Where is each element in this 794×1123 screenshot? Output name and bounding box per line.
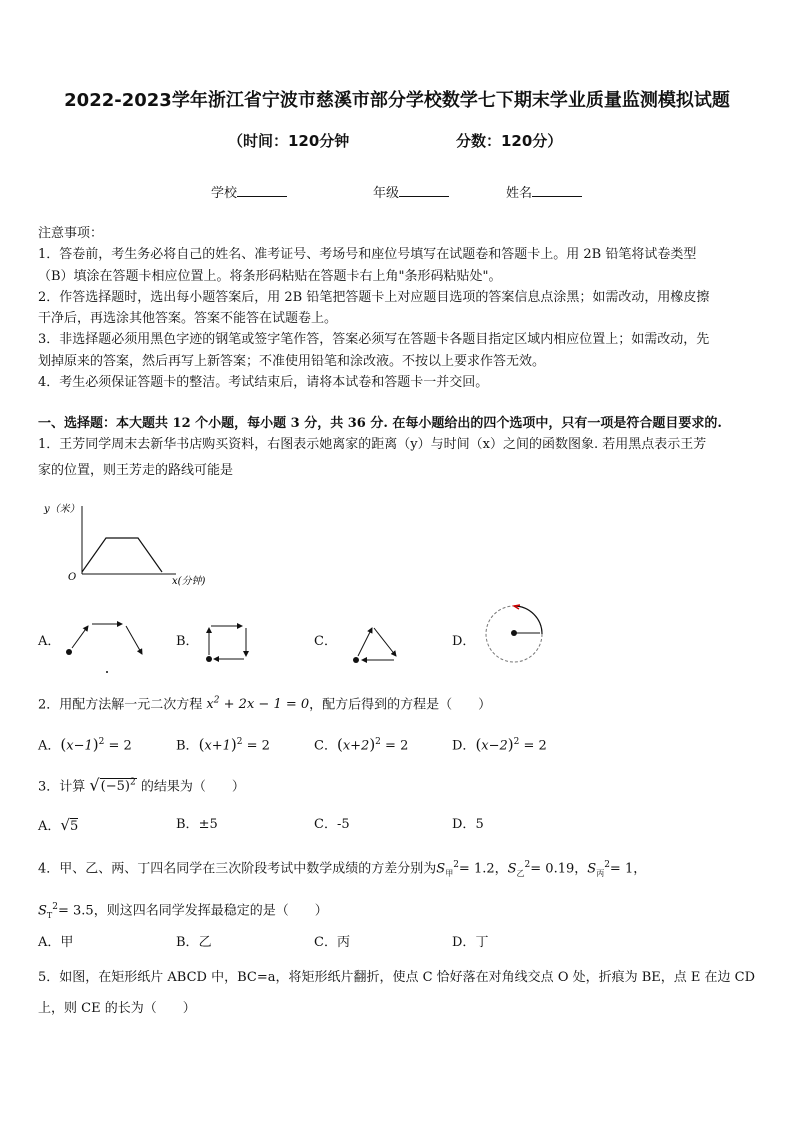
variance-value: = 3.5 xyxy=(57,903,94,919)
question-3-option-d xyxy=(452,812,572,838)
origin-label: O xyxy=(68,572,77,583)
distance-time-graph xyxy=(38,498,228,590)
option-rhs: = 2 xyxy=(523,738,547,754)
name-label: 姓名 xyxy=(506,186,533,201)
option-a-label: A． xyxy=(38,634,61,649)
section-heading: 一、选择题：本大题共 12 个小题，每小题 3 分，共 36 分. 在每小题给出的四个选项中，只有一项是符合题目要求的. xyxy=(38,416,722,431)
variance-subscript: 甲 xyxy=(445,868,454,878)
notice-block xyxy=(38,223,760,393)
exam-time: （时间：120分钟 xyxy=(228,132,350,150)
notice-line: 划掉原来的答案，然后再写上新答案；不准使用铅笔和涂改液。不按以上要求作答无效。 xyxy=(38,353,546,369)
question-2-tail: ，配方后得到的方程是（ ） xyxy=(309,697,492,713)
home-dot xyxy=(206,656,212,662)
option-rhs: = 2 xyxy=(385,738,409,754)
question-2-option-a: A．$(x-1)^2 = 2$ xyxy=(38,735,132,754)
option-c-label: C． xyxy=(314,634,337,649)
question-2-stem: 2．用配方法解一元二次方程 xyxy=(38,697,203,713)
option-expr: x+2 xyxy=(342,738,370,754)
option-expr: x−2 xyxy=(481,738,508,754)
notice-line: 4．考生必须保证答题卡的整洁。考试结束后，请将本试卷和答题卡一并交回。 xyxy=(38,375,489,391)
option-value: 5 xyxy=(69,819,79,834)
option-value: 乙 xyxy=(198,935,212,950)
school-blank xyxy=(237,184,287,197)
variance-value: = 1.2 xyxy=(458,861,495,877)
grade-label: 年级 xyxy=(373,186,400,201)
option-label: B． xyxy=(176,738,199,754)
option-label: B． xyxy=(176,935,199,950)
school-field xyxy=(211,182,287,201)
variance-subscript: T xyxy=(46,910,53,920)
question-3-stem: 3．计算 xyxy=(38,779,86,795)
option-label: A． xyxy=(38,738,61,754)
route-a-figure xyxy=(60,616,150,676)
question-3-option-b xyxy=(176,812,296,838)
graph-line xyxy=(82,538,162,572)
option-d-label: D． xyxy=(452,634,476,649)
notice-line: 干净后，再选涂其他答案。答案不能答在试题卷上。 xyxy=(38,311,338,327)
question-4: 4．甲、乙、两、丁四名同学在三次阶段考试中数学成绩的方差分别为$S_甲^2= 1.2$，$S_乙^2= 0.19$，$S_丙^2= 1$， xyxy=(38,860,647,878)
option-label: A． xyxy=(38,935,61,950)
question-5 xyxy=(38,962,760,1024)
question-2 xyxy=(38,688,760,718)
variance-subscript: 乙 xyxy=(516,868,525,878)
option-expr: x+1 xyxy=(204,738,231,754)
notice-line: 2．作答选择题时，选出每小题答案后，用 2B 铅笔把答题卡上对应题目选项的答案信息点涂黑；如需改动，用橡皮擦 xyxy=(38,289,710,305)
x-axis-label: x(分钟) xyxy=(172,576,206,587)
notice-heading: 注意事项： xyxy=(38,226,104,241)
question-3-radical: $√(-5)^2$ xyxy=(89,775,136,795)
exam-score: 分数：120分） xyxy=(456,132,563,150)
question-4-option-c xyxy=(314,930,434,956)
option-value: -5 xyxy=(336,817,350,832)
option-value: 甲 xyxy=(60,935,74,950)
question-3-option-a: A．√5 xyxy=(38,816,79,834)
option-value: 丙 xyxy=(336,935,350,950)
option-label: D． xyxy=(452,935,476,950)
question-4-line2: $S_T^2= 3.5$，则这四名同学发挥最稳定的是（ ） xyxy=(38,902,328,920)
option-label: A． xyxy=(38,819,61,834)
variance-subscript: 丙 xyxy=(596,868,605,878)
home-dot xyxy=(66,649,72,655)
y-axis-label: y（米） xyxy=(44,504,80,515)
question-5-line: 上，则 CE 的长为（ ） xyxy=(38,1001,196,1016)
question-3 xyxy=(38,770,760,800)
question-3-tail: 的结果为（ ） xyxy=(140,779,245,795)
question-2-option-b: B．$(x+1)^2 = 2$ xyxy=(176,735,270,754)
option-label: D． xyxy=(452,817,476,832)
option-label: C． xyxy=(314,935,337,950)
option-label: D． xyxy=(452,738,476,754)
question-1 xyxy=(38,432,760,484)
option-value: 5 xyxy=(475,817,484,832)
option-label: C． xyxy=(314,817,337,832)
option-label: C． xyxy=(314,738,337,754)
option-rhs: = 2 xyxy=(108,738,132,754)
route-b-figure xyxy=(198,618,258,668)
variance-value: = 0.19 xyxy=(530,861,575,877)
notice-line: （B）填涂在答题卡相应位置上。将条形码粘贴在答题卡右上角"条形码粘贴处"。 xyxy=(38,268,502,284)
home-dot xyxy=(353,657,359,663)
option-b-label: B． xyxy=(176,634,199,649)
question-2-equation: $x^2 + 2x - 1 = 0$ xyxy=(206,696,310,713)
variance-value: = 1 xyxy=(609,861,634,877)
question-2-option-d: D．$(x-2)^2 = 2$ xyxy=(452,735,547,754)
question-2-option-c: C．$(x+2)^2 = 2$ xyxy=(314,735,409,754)
option-value: ±5 xyxy=(198,817,218,832)
route-c-figure xyxy=(344,620,404,668)
route-d-figure xyxy=(482,602,546,666)
grade-blank xyxy=(399,184,449,197)
option-rhs: = 2 xyxy=(246,738,270,754)
option-value: 丁 xyxy=(475,935,489,950)
question-4-stem: 4．甲、乙、两、丁四名同学在三次阶段考试中数学成绩的方差分别为 xyxy=(38,861,437,877)
page-title: 2022-2023学年浙江省宁波市慈溪市部分学校数学七下期末学业质量监测模拟试题 xyxy=(64,90,730,111)
option-label: B． xyxy=(176,817,199,832)
option-expr: x−1 xyxy=(66,738,93,754)
question-3-option-c xyxy=(314,812,434,838)
question-1-line: 1．王芳同学周末去新华书店购买资料，右图表示她离家的距离（y）与时间（x）之间的函数图象. 若用黑点表示王芳 xyxy=(38,437,707,452)
name-field xyxy=(506,182,582,201)
question-4-option-d xyxy=(452,930,572,956)
home-dot xyxy=(511,630,517,636)
notice-line: 1．答卷前，考生务必将自己的姓名、准考证号、考场号和座位号填写在试题卷和答题卡上。用 2B 铅笔将试卷类型 xyxy=(38,247,697,263)
question-5-line: 5．如图，在矩形纸片 ABCD 中，BC=a，将矩形纸片翻折，使点 C 恰好落在对角线交点 O 处，折痕为 BE，点 E 在边 CD xyxy=(38,970,756,985)
notice-line: 3．非选择题必须用黑色字迹的钢笔或签字笔作答，答案必须写在答题卡各题目指定区域内相应位置上；如需改动，先 xyxy=(38,332,710,348)
question-1-line: 家的位置，则王芳走的路线可能是 xyxy=(38,463,234,478)
grade-field xyxy=(373,182,449,201)
question-4-option-a xyxy=(38,930,158,956)
question-4-tail: ，则这四名同学发挥最稳定的是（ ） xyxy=(93,903,328,919)
question-4-option-b xyxy=(176,930,296,956)
school-label: 学校 xyxy=(211,186,238,201)
name-blank xyxy=(532,184,582,197)
